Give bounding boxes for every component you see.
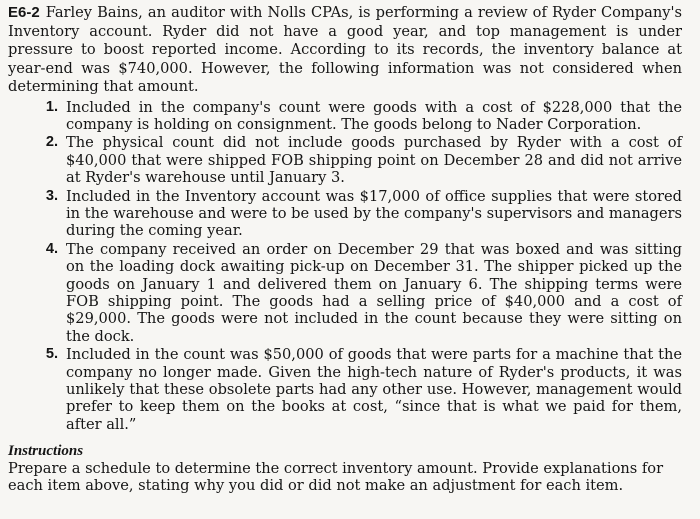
- item-text: Included in the company's count were goods with a cost of $228,000 that the company is holding on consignment. The goods belong to Nader Corporation.: [66, 98, 682, 133]
- instructions-heading: Instructions: [8, 443, 84, 460]
- list-item: [8, 99, 682, 134]
- problem-id: E6-2: [8, 4, 40, 21]
- instructions-section: [8, 443, 682, 494]
- item-number: 5.: [45, 346, 58, 363]
- item-list: [8, 99, 682, 434]
- list-item: [8, 134, 682, 186]
- list-item: [8, 241, 682, 345]
- item-text: Included in the count was $50,000 of goods that were parts for a machine that the company no longer made. Given the high-tech nature of Ryder's products, it was unlikely that these obsolete parts had any other use. However, management would prefer to keep them on the books at cost, “since that is what we paid for them, after all.”: [66, 346, 682, 433]
- item-number: 3.: [45, 187, 58, 204]
- item-number: 4.: [45, 240, 58, 257]
- item-text: Included in the Inventory account was $17,000 of office supplies that were stored in the warehouse and were to be used by the company's supervisors and managers during the coming year.: [66, 187, 682, 240]
- item-text: The physical count did not include goods purchased by Ryder with a cost of $40,000 that were shipped FOB shipping point on December 28 and did not arrive at Ryder's warehouse until January 3.: [66, 134, 682, 187]
- problem-intro: [8, 4, 682, 97]
- item-number: 2.: [45, 134, 58, 151]
- list-item: [8, 346, 682, 433]
- list-item: [8, 188, 682, 240]
- instructions-text: Prepare a schedule to determine the correct inventory amount. Provide explanations for each item above, stating why you did or did not make an adjustment for each item.: [8, 460, 664, 495]
- problem-intro-text: Farley Bains, an auditor with Nolls CPAs, is performing a review of Ryder Company's Inventory account. Ryder did not have a good year, and top management is under pressure to boost reported income. According to its records, the inventory balance at year-end was $740,000. However, the following information was not considered when determining that amount.: [8, 4, 682, 95]
- item-text: The company received an order on December 29 that was boxed and was sitting on the loading dock awaiting pick-up on December 31. The shipper picked up the goods on January 1 and delivered them on January 6. The shipping terms were FOB shipping point. The goods had a selling price of $40,000 and a cost of $29,000. The goods were not included in the count because they were sitting on the dock.: [66, 240, 682, 345]
- item-number: 1.: [45, 98, 58, 115]
